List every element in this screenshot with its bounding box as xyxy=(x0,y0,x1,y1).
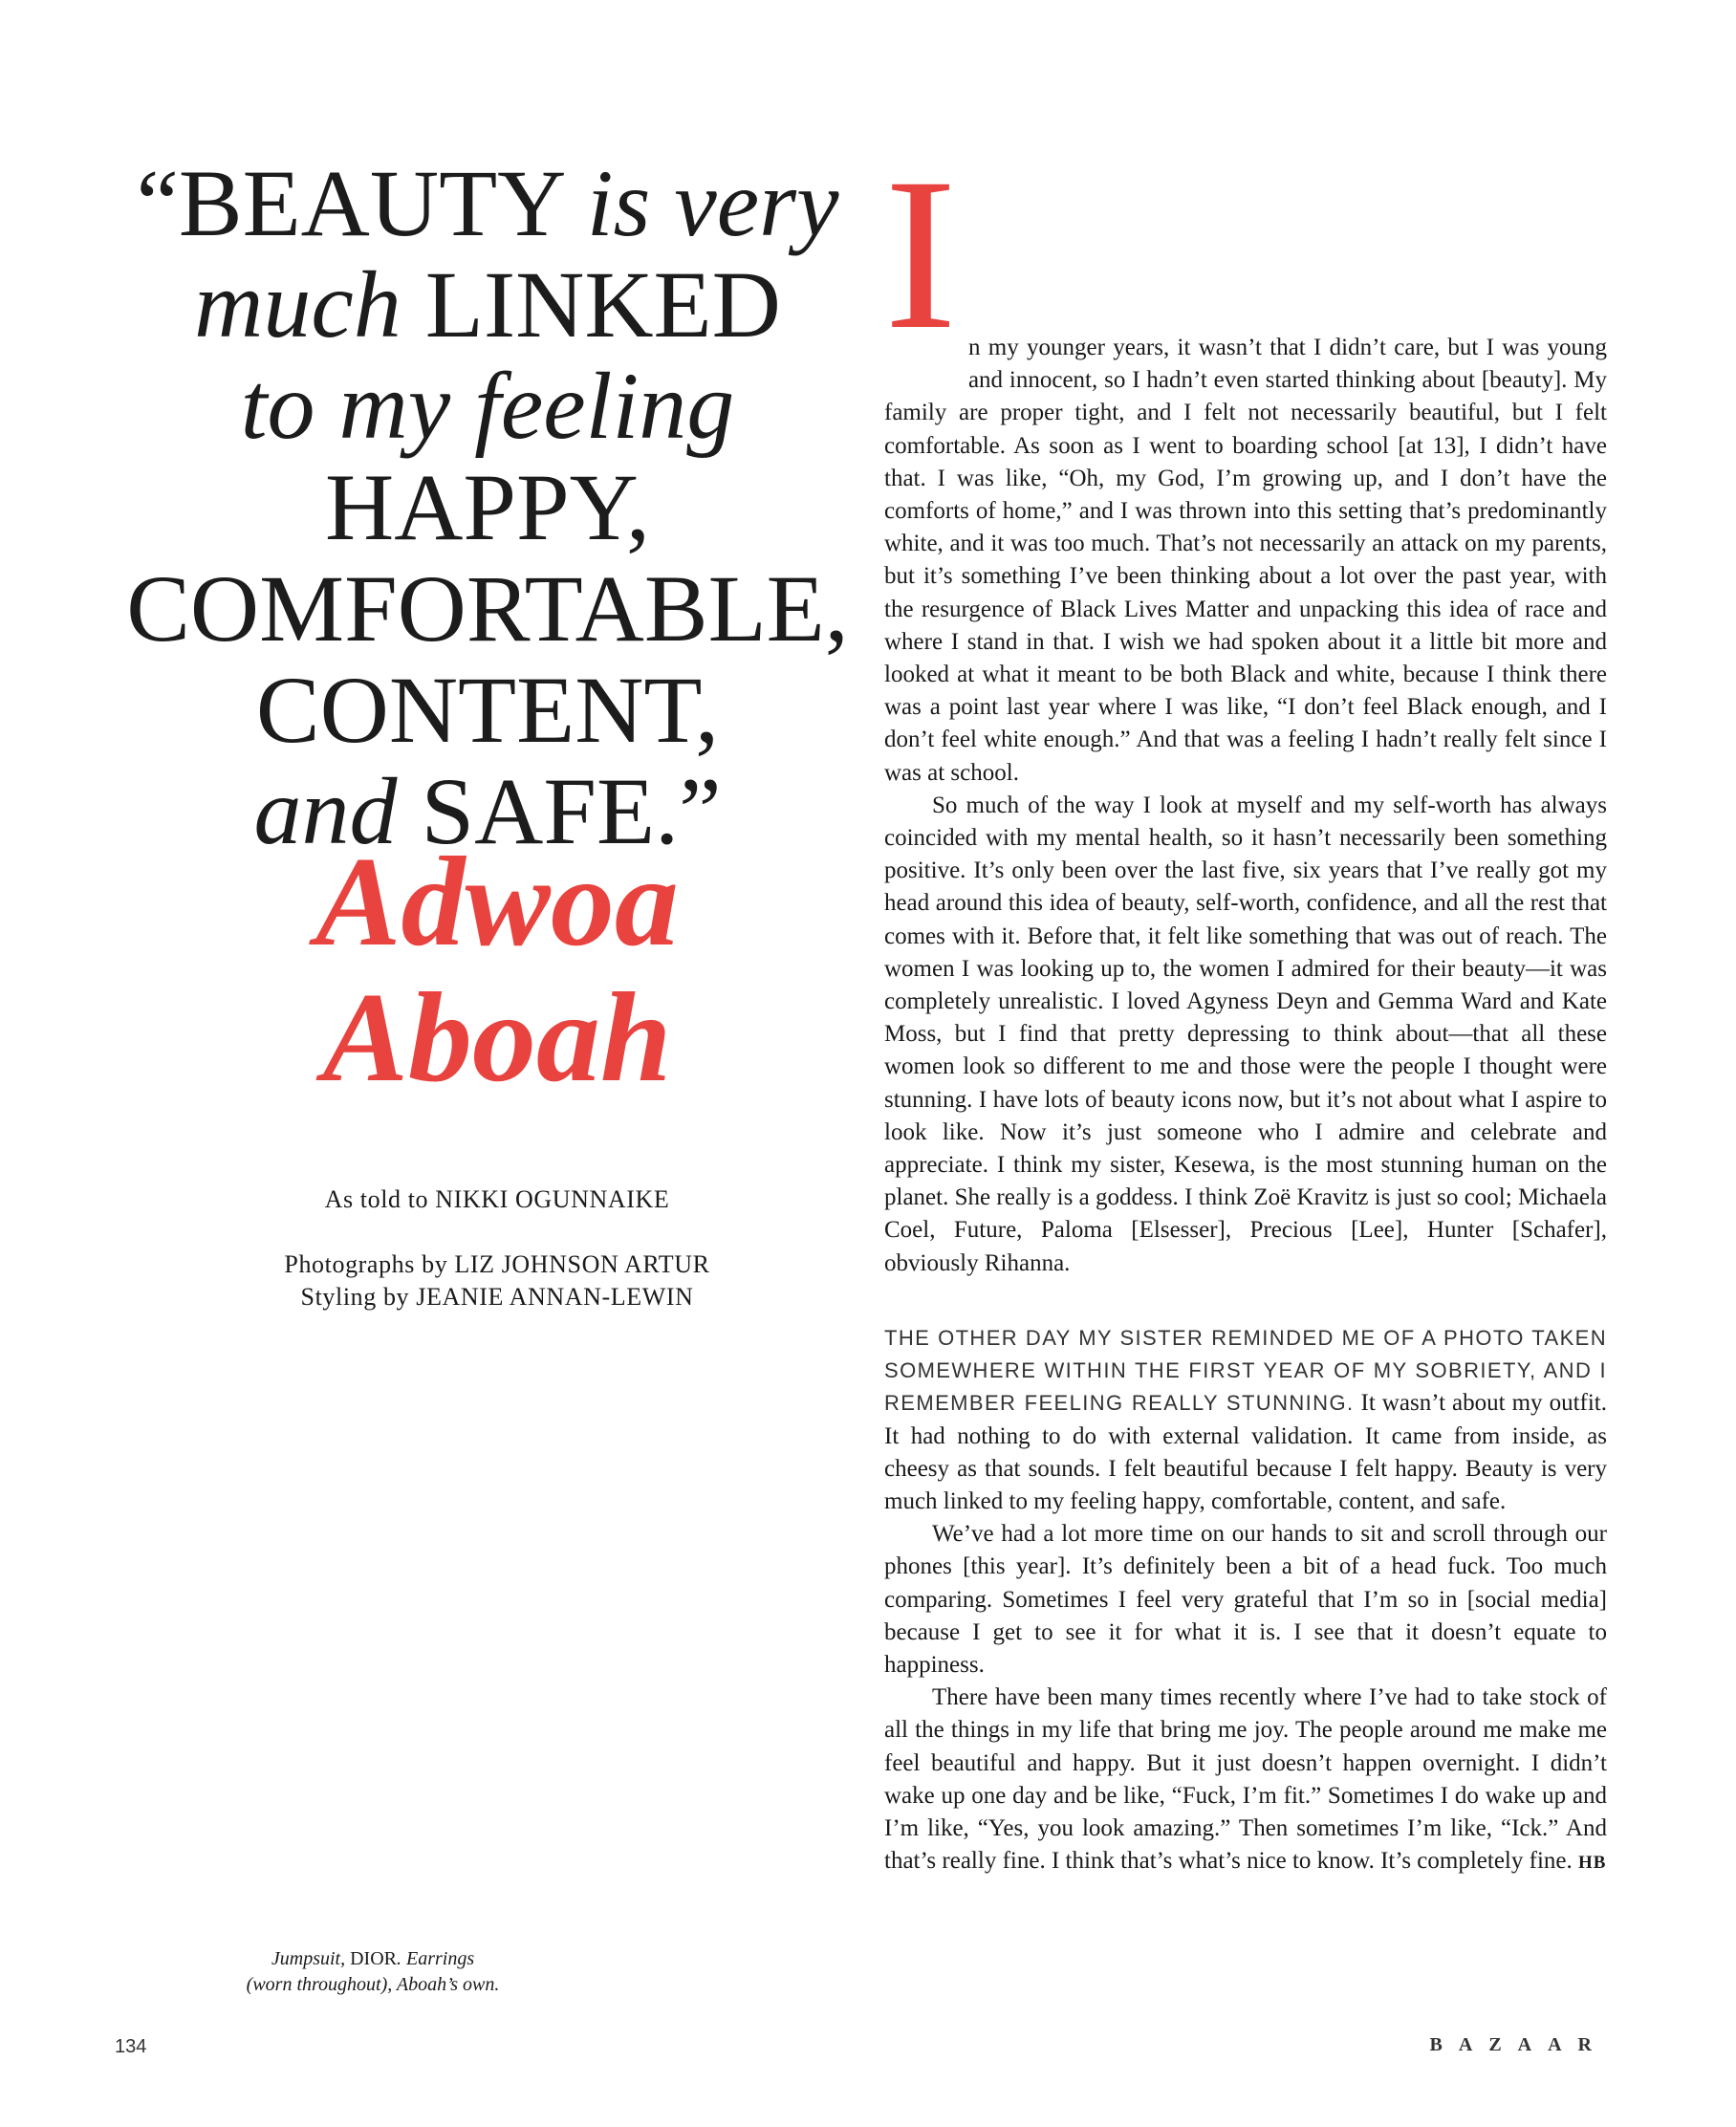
article-paragraph: So much of the way I look at myself and my self-worth has always coincided with my mental health, so it hasn’t necessarily been something positive. It’s only been over the last five, six years that I’ve really got my head around this idea of beauty, self-worth, confidence, and all the rest that comes with it. Before that, it felt like something that was out of reach. The women I was looking up to, the women I admired for their beauty—it was completely unrealistic. I loved Agyness Deyn and Gemma Ward and Kate Moss, but I find that pretty depressing to think about—that all these women look so different to me and those were the people I thought were stunning. I have lots of beauty icons now, but it’s not about what I aspire to look like. Now it’s just someone who I admire and celebrate and appreciate. I think my sister, Kesewa, is the most stunning human on the planet. She really is a goddess. I think Zoë Kravitz is just so cool; Michaela Coel, Future, Paloma [Elsesser], Precious [Lee], Hunter [Schafer], obviously Rihanna. xyxy=(884,792,1607,1276)
pull-quote-line: to my feeling xyxy=(240,353,735,459)
pull-quote-line: HAPPY, xyxy=(325,454,650,560)
page-number: 134 xyxy=(115,2036,147,2057)
subject-name xyxy=(172,831,822,1108)
pull-quote-line: CONTENT, xyxy=(255,657,720,763)
masthead-logo: BAZAAR xyxy=(1429,2034,1608,2055)
article-paragraph: THE OTHER DAY MY SISTER REMINDED ME OF A PHOTO TAKEN SOMEWHERE WITHIN THE FIRST YEAR OF MY SOBRIETY, AND I REMEMBER FEELING REALLY STUNNING. It wasn’t about my outfit. It had nothing to do with external validation. It came from inside, as cheesy as that sounds. I felt beautiful because I felt happy. Beauty is very much linked to my feeling happy, comfortable, content, and safe. xyxy=(884,1325,1607,1514)
subject-last-name: Aboah xyxy=(322,966,672,1108)
writer-credit: As told to NIKKI OGUNNAIKE xyxy=(324,1185,670,1213)
stylist-credit: Styling by JEANIE ANNAN-LEWIN xyxy=(300,1283,694,1311)
pull-quote-line: much LINKED xyxy=(194,251,781,358)
lead-in: THE OTHER DAY MY SISTER REMINDED ME OF A PHOTO TAKEN SOMEWHERE WITHIN THE FIRST YEAR OF MY SOBRIETY, AND I REMEMBER FEELING REALLY STUNNING. xyxy=(884,1325,1607,1416)
pull-quote-line: “BEAUTY is very xyxy=(136,150,839,256)
pull-quote-line: and SAFE.” xyxy=(253,758,722,864)
article-paragraph: We’ve had a lot more time on our hands to sit and scroll through our phones [this year]. It’s definitely been a bit of a head fuck. Too much comparing. Sometimes I feel very grateful that I’m so in [social media] because I get to see it for what it is. I see that it doesn’t equate to happiness. xyxy=(884,1521,1607,1678)
pull-quote-line: COMFORTABLE, xyxy=(126,555,849,662)
credits xyxy=(163,1183,832,1313)
section-break xyxy=(884,1280,1607,1322)
pull-quote xyxy=(115,150,860,864)
photographer-credit: Photographs by LIZ JOHNSON ARTUR xyxy=(284,1250,710,1278)
article-paragraph: There have been many times recently where I’ve had to take stock of all the things in my life that bring me joy. The people around me make me feel beautiful and happy. But it just doesn’t happen overnight. I didn’t wake up one day and be like, “Fuck, I’m fit.” Sometimes I do wake up and I’m like, “Yes, you look amazing.” Then sometimes I’m like, “Ick.” And that’s really fine. I think that’s what’s nice to know. It’s completely fine. HB xyxy=(884,1684,1607,1875)
subject-first-name: Adwoa xyxy=(315,831,679,972)
article-paragraph: n my younger years, it wasn’t that I didn’t care, but I was young and innocent, so I hadn’t even started thinking about [beauty]. My family are proper tight, and I felt not necessarily beautiful, but I felt comfortable. As soon as I went to boarding school [at 13], I didn’t have that. I was like, “Oh, my God, I’m growing up, and I don’t have the comforts of home,” and I was thrown into this setting that’s predominantly white, and it was too much. That’s not necessarily an attack on my parents, but it’s something I’ve been thinking about a lot over the past year, with the resurgence of Black Lives Matter and unpacking this idea of race and where I stand in that. I wish we had spoken about it a little bit more and looked at what it meant to be both Black and white, because I think there was a point last year where I was like, “I don’t feel Black enough, and I don’t feel white enough.” And that was a feeling I hadn’t really felt since I was at school. xyxy=(884,335,1607,786)
photo-caption: Jumpsuit, DIOR. Earrings (worn throughout), Aboah’s own. xyxy=(246,1948,500,1995)
article-body xyxy=(884,134,1607,1879)
signoff: HB xyxy=(1578,1853,1607,1874)
drop-cap: I xyxy=(884,134,957,375)
